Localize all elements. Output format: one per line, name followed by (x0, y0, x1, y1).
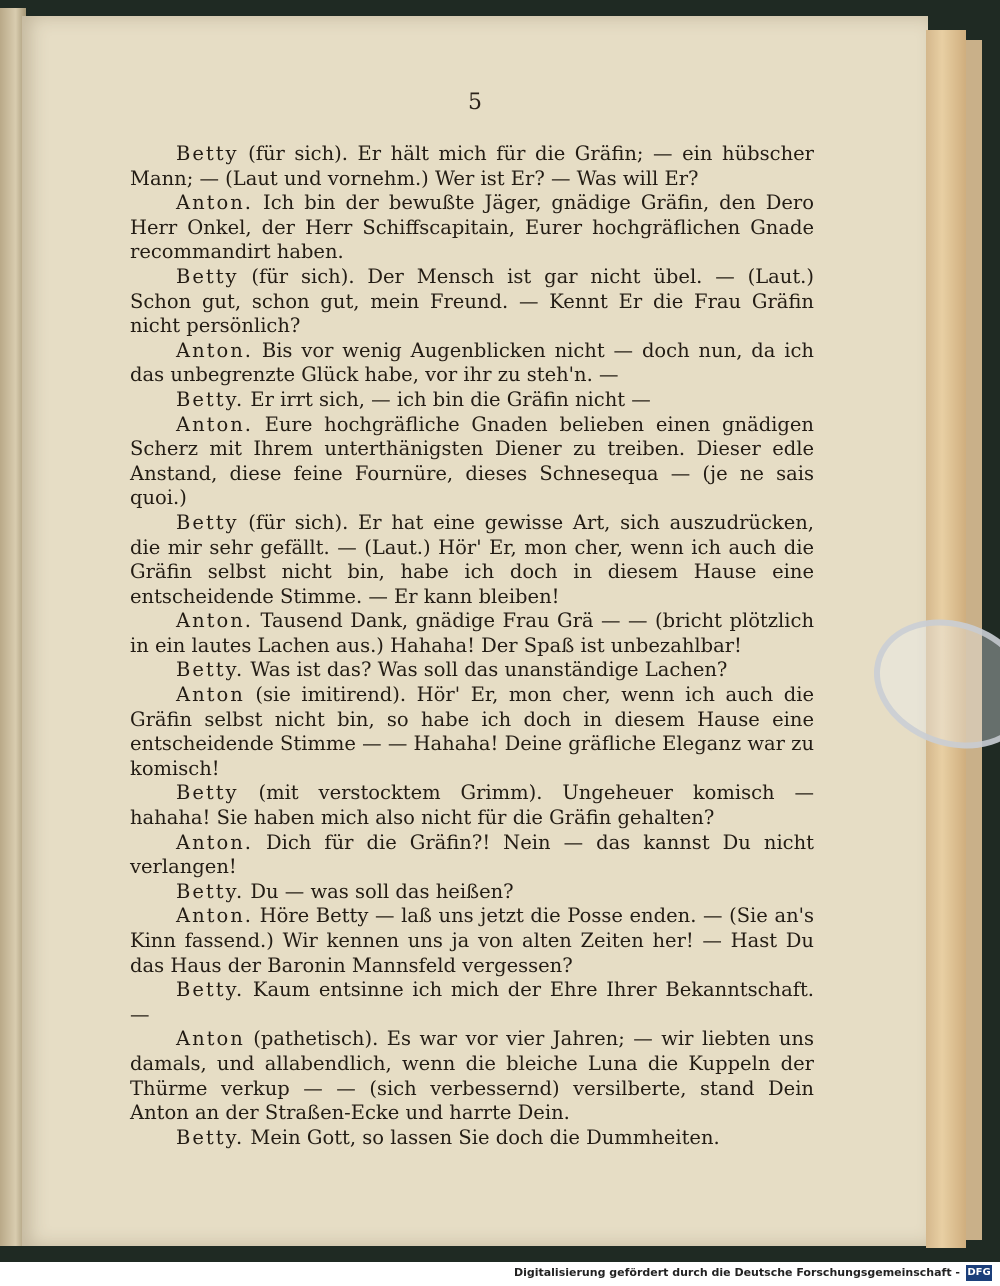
paragraph (130, 880, 814, 905)
speaker: Betty (176, 510, 239, 534)
paragraph (130, 339, 814, 388)
dialogue: Tausend Dank, gnädige Frau Grä — — (bricht plötzlich in ein lautes Lachen aus.) Hahaha! Der Spaß ist unbezahlbar! (130, 609, 814, 657)
speaker: Anton. (176, 609, 253, 633)
page-number: 5 (468, 90, 482, 115)
speaker: Betty. (176, 978, 245, 1002)
paragraph (130, 265, 814, 339)
dialogue: Höre Betty — laß uns jetzt die Posse enden. — (Sie an's Kinn fassend.) Wir kennen uns ja von alten Zeiten her! — Hast Du das Haus der Baronin Mannsfeld vergessen? (130, 904, 814, 977)
speaker: Betty (176, 264, 239, 288)
dialogue: (für sich). Er hält mich für die Gräfin; — ein hübscher Mann; — (Laut und vornehm.) Wer ist Er? — Was will Er? (130, 142, 814, 190)
speaker: Anton. (176, 412, 253, 436)
dialogue: Was ist das? Was soll das unanständige Lachen? (244, 658, 728, 682)
dialogue: Du — was soll das heißen? (244, 879, 514, 903)
funding-note: Digitalisierung gefördert durch die Deutsche Forschungsgemeinschaft - (513, 1266, 960, 1279)
paragraph (130, 683, 814, 781)
paragraph (130, 781, 814, 830)
speaker: Anton. (176, 904, 253, 928)
dialogue: Ich bin der bewußte Jäger, gnädige Gräfin, den Dero Herr Onkel, der Herr Schiffscapitain, Eurer hochgräflichen Gnade recommandirt haben. (130, 191, 814, 264)
dialogue: (für sich). Der Mensch ist gar nicht übel. — (Laut.) Schon gut, schon gut, mein Freund. — Kennt Er die Frau Gräfin nicht persönlich? (130, 264, 814, 338)
paragraph (130, 142, 814, 191)
paragraph (130, 388, 814, 413)
paragraph (130, 609, 814, 658)
paragraph (130, 191, 814, 265)
paragraph (130, 511, 814, 609)
paragraph (130, 1126, 814, 1151)
dfg-logo: DFG (966, 1265, 992, 1281)
dialogue: (für sich). Er hat eine gewisse Art, sich auszudrücken, die mir sehr gefällt. — (Laut.) Hör' Er, mon cher, wenn ich auch die Gräfin selbst nicht bin, habe ich doch in diesem Hause eine entscheidende Stimme. — Er kann bleiben! (130, 510, 814, 608)
dialogue: Kaum entsinne ich mich der Ehre Ihrer Bekanntschaft. — (130, 978, 814, 1026)
paragraph (130, 831, 814, 880)
dialogue: Er irrt sich, — ich bin die Gräfin nicht — (244, 387, 651, 411)
speaker: Betty. (176, 387, 245, 411)
speaker: Anton (176, 1027, 245, 1051)
paragraph (130, 904, 814, 978)
dialogue: Dich für die Gräfin?! Nein — das kannst Du nicht verlangen! (130, 830, 814, 879)
paragraph (130, 1027, 814, 1125)
speaker: Betty. (176, 1125, 245, 1149)
paragraph (130, 978, 814, 1027)
paragraph (130, 413, 814, 511)
paragraph (130, 658, 814, 683)
dialogue: (mit verstocktem Grimm). Ungeheuer komisch — hahaha! Sie haben mich also nicht für die Gräfin gehalten? (130, 781, 814, 830)
body-text (130, 142, 814, 1150)
speaker: Betty. (176, 879, 245, 903)
dialogue: (pathetisch). Es war vor vier Jahren; — wir liebten uns damals, und allabendlich, wenn die bleiche Luna die Kuppeln der Thürme verkup — — (sich verbessernd) versilberte, stand Dein Anton an der Straßen-Ecke und harrte Dein. (130, 1027, 814, 1125)
footer-bar (0, 1262, 1000, 1286)
dialogue: Eure hochgräfliche Gnaden belieben einen gnädigen Scherz mit Ihrem unterthänigsten Diener zu treiben. Dieser edle Anstand, diese feine Fournüre, dieses Schnesequa — (je ne sais quoi.) (130, 412, 814, 510)
speaker: Anton. (176, 830, 253, 854)
dialogue: Bis vor wenig Augenblicken nicht — doch nun, da ich das unbegrenzte Glück habe, vor ihr zu steh'n. — (130, 338, 814, 387)
speaker: Betty (176, 781, 239, 805)
speaker: Betty (176, 142, 239, 165)
speaker: Anton (176, 683, 245, 707)
speaker: Anton. (176, 338, 253, 362)
speaker: Betty. (176, 658, 245, 682)
dialogue: (sie imitirend). Hör' Er, mon cher, wenn ich auch die Gräfin selbst nicht bin, so habe ich doch in diesem Hause eine entscheidende Stimme — — Hahaha! Deine gräfliche Eleganz war zu komisch! (130, 683, 815, 780)
speaker: Anton. (176, 191, 253, 215)
dialogue: Mein Gott, so lassen Sie doch die Dummheiten. (244, 1125, 720, 1149)
